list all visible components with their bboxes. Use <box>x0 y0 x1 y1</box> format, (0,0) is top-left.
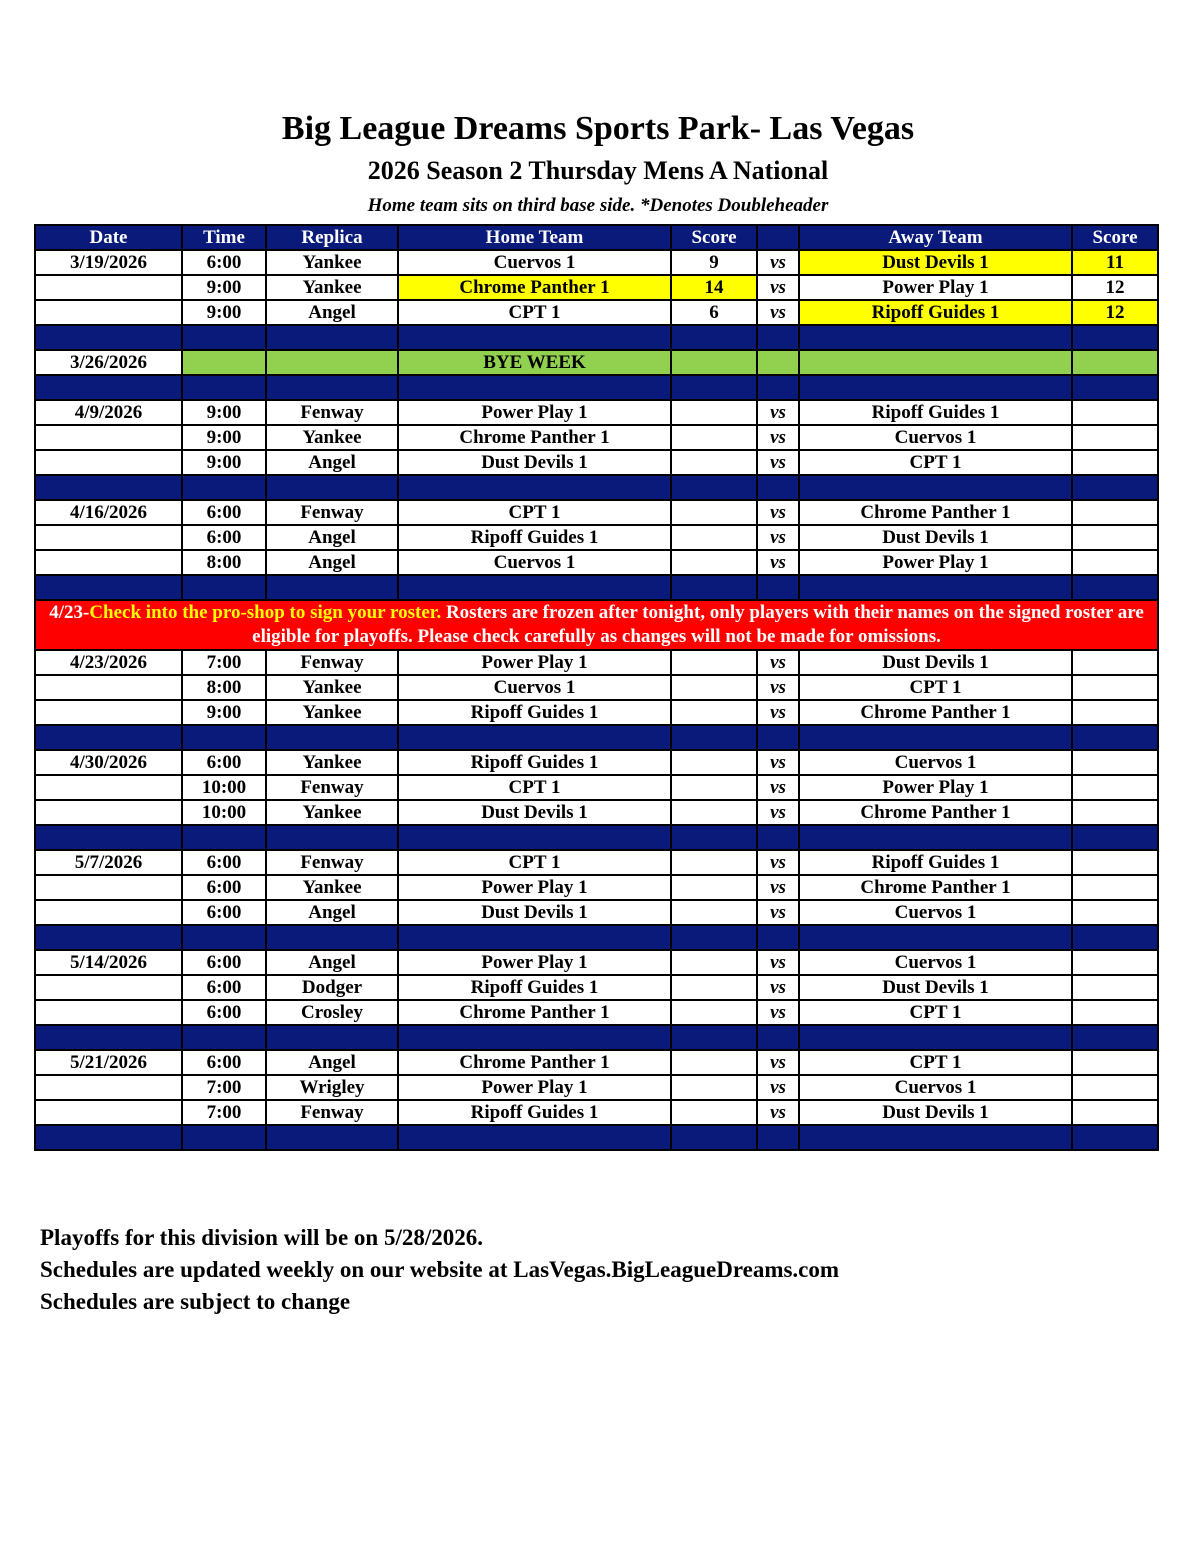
table-row <box>35 1100 1158 1125</box>
away-team: Dust Devils 1 <box>799 975 1072 1000</box>
vs-label: vs <box>757 500 799 525</box>
game-date: 3/19/2026 <box>35 250 182 275</box>
game-time: 6:00 <box>182 975 266 1000</box>
away-score <box>1072 1100 1158 1125</box>
notice-text: Rosters are frozen after tonight, only players with their names on the signed roster are eligible for playoffs. Please check carefully as changes will not be made for omissions. <box>252 602 1144 647</box>
game-time: 8:00 <box>182 550 266 575</box>
game-time: 6:00 <box>182 1000 266 1025</box>
home-score <box>671 850 757 875</box>
game-replica: Angel <box>266 1050 398 1075</box>
away-score <box>1072 450 1158 475</box>
notice-prefix: 4/23- <box>49 602 90 623</box>
home-score <box>671 1050 757 1075</box>
game-replica: Yankee <box>266 425 398 450</box>
game-replica: Yankee <box>266 875 398 900</box>
game-replica: Crosley <box>266 1000 398 1025</box>
away-team: CPT 1 <box>799 450 1072 475</box>
away-score <box>1072 425 1158 450</box>
away-team: Ripoff Guides 1 <box>799 850 1072 875</box>
game-replica: Angel <box>266 525 398 550</box>
table-row <box>35 1050 1158 1075</box>
table-row <box>35 875 1158 900</box>
col-away-score-header: Score <box>1072 225 1158 250</box>
home-team: Cuervos 1 <box>398 550 671 575</box>
home-team: Dust Devils 1 <box>398 900 671 925</box>
home-team: Power Play 1 <box>398 950 671 975</box>
table-row <box>35 275 1158 300</box>
away-team: Ripoff Guides 1 <box>799 400 1072 425</box>
home-team: Ripoff Guides 1 <box>398 1100 671 1125</box>
col-replica-header: Replica <box>266 225 398 250</box>
away-score <box>1072 675 1158 700</box>
week-separator <box>35 475 1158 500</box>
home-score <box>671 675 757 700</box>
vs-label: vs <box>757 250 799 275</box>
game-replica: Dodger <box>266 975 398 1000</box>
game-replica: Fenway <box>266 775 398 800</box>
game-date <box>35 450 182 475</box>
table-row <box>35 550 1158 575</box>
game-replica: Angel <box>266 900 398 925</box>
away-team: Power Play 1 <box>799 550 1072 575</box>
table-row <box>35 700 1158 725</box>
table-row <box>35 975 1158 1000</box>
away-team: CPT 1 <box>799 1000 1072 1025</box>
notice-highlight: Check into the pro-shop to sign your roster. <box>89 602 442 623</box>
home-team: Ripoff Guides 1 <box>398 700 671 725</box>
game-replica: Angel <box>266 450 398 475</box>
home-score: 14 <box>671 275 757 300</box>
vs-label: vs <box>757 1050 799 1075</box>
table-row <box>35 1000 1158 1025</box>
home-team: Ripoff Guides 1 <box>398 525 671 550</box>
vs-label: vs <box>757 875 799 900</box>
home-team: Ripoff Guides 1 <box>398 750 671 775</box>
away-score <box>1072 400 1158 425</box>
table-row <box>35 950 1158 975</box>
game-time: 10:00 <box>182 775 266 800</box>
game-replica: Wrigley <box>266 1075 398 1100</box>
home-team: Power Play 1 <box>398 400 671 425</box>
roster-notice-row <box>35 600 1158 650</box>
vs-label: vs <box>757 550 799 575</box>
home-score <box>671 775 757 800</box>
away-score <box>1072 775 1158 800</box>
game-date <box>35 1000 182 1025</box>
week-separator <box>35 1025 1158 1050</box>
table-row <box>35 900 1158 925</box>
game-date <box>35 975 182 1000</box>
week-separator <box>35 825 1158 850</box>
home-score <box>671 400 757 425</box>
game-date <box>35 675 182 700</box>
vs-label: vs <box>757 1100 799 1125</box>
home-score <box>671 875 757 900</box>
vs-label: vs <box>757 700 799 725</box>
game-time: 6:00 <box>182 525 266 550</box>
table-row <box>35 675 1158 700</box>
home-score <box>671 750 757 775</box>
website-note: Schedules are updated weekly on our website at LasVegas.BigLeagueDreams.com <box>40 1257 840 1282</box>
home-team: Ripoff Guides 1 <box>398 975 671 1000</box>
game-date <box>35 800 182 825</box>
home-score <box>671 1075 757 1100</box>
home-score <box>671 950 757 975</box>
game-date <box>35 275 182 300</box>
game-replica: Fenway <box>266 1100 398 1125</box>
game-date <box>35 1075 182 1100</box>
game-date <box>35 775 182 800</box>
home-score: 9 <box>671 250 757 275</box>
col-vs-header <box>757 225 799 250</box>
game-date <box>35 700 182 725</box>
away-team: Dust Devils 1 <box>799 650 1072 675</box>
vs-label: vs <box>757 525 799 550</box>
week-separator <box>35 325 1158 350</box>
away-team: Dust Devils 1 <box>799 250 1072 275</box>
game-time: 7:00 <box>182 1100 266 1125</box>
game-time: 9:00 <box>182 450 266 475</box>
home-team: Power Play 1 <box>398 1075 671 1100</box>
away-score <box>1072 525 1158 550</box>
table-row <box>35 425 1158 450</box>
game-replica: Yankee <box>266 250 398 275</box>
away-score <box>1072 500 1158 525</box>
game-time: 7:00 <box>182 650 266 675</box>
page-subtitle: 2026 Season 2 Thursday Mens A National <box>367 156 829 185</box>
game-date <box>35 875 182 900</box>
game-date <box>35 525 182 550</box>
vs-label: vs <box>757 1000 799 1025</box>
game-date: 5/7/2026 <box>35 850 182 875</box>
game-replica: Yankee <box>266 700 398 725</box>
home-score: 6 <box>671 300 757 325</box>
away-score <box>1072 550 1158 575</box>
col-home-team-header: Home Team <box>398 225 671 250</box>
away-score <box>1072 975 1158 1000</box>
away-team: Cuervos 1 <box>799 1075 1072 1100</box>
home-team: CPT 1 <box>398 300 671 325</box>
away-score: 11 <box>1072 250 1158 275</box>
page-title: Big League Dreams Sports Park- Las Vegas <box>281 110 915 147</box>
game-time: 6:00 <box>182 875 266 900</box>
week-separator <box>35 575 1158 600</box>
home-team: Dust Devils 1 <box>398 800 671 825</box>
game-time: 8:00 <box>182 675 266 700</box>
game-replica: Yankee <box>266 275 398 300</box>
table-row <box>35 775 1158 800</box>
away-score <box>1072 900 1158 925</box>
table-row <box>35 400 1158 425</box>
game-replica: Angel <box>266 950 398 975</box>
game-date: 5/21/2026 <box>35 1050 182 1075</box>
game-time: 10:00 <box>182 800 266 825</box>
game-date: 3/26/2026 <box>35 350 182 375</box>
table-row <box>35 650 1158 675</box>
vs-label: vs <box>757 450 799 475</box>
game-time: 6:00 <box>182 250 266 275</box>
table-row <box>35 500 1158 525</box>
game-date: 4/30/2026 <box>35 750 182 775</box>
table-row <box>35 1075 1158 1100</box>
game-time: 9:00 <box>182 425 266 450</box>
game-time: 6:00 <box>182 900 266 925</box>
game-replica: Yankee <box>266 800 398 825</box>
vs-label: vs <box>757 900 799 925</box>
away-score <box>1072 750 1158 775</box>
home-team: Dust Devils 1 <box>398 450 671 475</box>
game-date <box>35 425 182 450</box>
home-team: CPT 1 <box>398 775 671 800</box>
home-team: CPT 1 <box>398 500 671 525</box>
home-score <box>671 1000 757 1025</box>
vs-label: vs <box>757 1075 799 1100</box>
away-score <box>1072 1050 1158 1075</box>
away-score <box>1072 650 1158 675</box>
header-row <box>35 225 1158 250</box>
game-time: 6:00 <box>182 500 266 525</box>
away-score <box>1072 800 1158 825</box>
week-separator <box>35 925 1158 950</box>
away-team: Cuervos 1 <box>799 425 1072 450</box>
game-time: 9:00 <box>182 400 266 425</box>
vs-label: vs <box>757 775 799 800</box>
vs-label: vs <box>757 800 799 825</box>
game-date <box>35 300 182 325</box>
table-row <box>35 800 1158 825</box>
game-date: 5/14/2026 <box>35 950 182 975</box>
home-team: Chrome Panther 1 <box>398 425 671 450</box>
away-score: 12 <box>1072 275 1158 300</box>
game-replica: Angel <box>266 300 398 325</box>
away-team: Chrome Panther 1 <box>799 700 1072 725</box>
game-replica: Fenway <box>266 650 398 675</box>
table-row <box>35 525 1158 550</box>
away-score <box>1072 950 1158 975</box>
away-team: Power Play 1 <box>799 275 1072 300</box>
col-away-team-header: Away Team <box>799 225 1072 250</box>
game-time: 9:00 <box>182 300 266 325</box>
vs-label: vs <box>757 950 799 975</box>
vs-label: vs <box>757 750 799 775</box>
game-date <box>35 900 182 925</box>
home-team: CPT 1 <box>398 850 671 875</box>
week-separator <box>35 725 1158 750</box>
home-score <box>671 800 757 825</box>
home-score <box>671 525 757 550</box>
home-score <box>671 1100 757 1125</box>
away-team: Chrome Panther 1 <box>799 500 1072 525</box>
game-date: 4/9/2026 <box>35 400 182 425</box>
game-time: 6:00 <box>182 850 266 875</box>
home-score <box>671 900 757 925</box>
game-replica: Fenway <box>266 500 398 525</box>
home-score <box>671 700 757 725</box>
home-team: Chrome Panther 1 <box>398 1000 671 1025</box>
away-team: Chrome Panther 1 <box>799 800 1072 825</box>
away-score <box>1072 875 1158 900</box>
away-team: CPT 1 <box>799 675 1072 700</box>
table-row <box>35 450 1158 475</box>
home-team: Chrome Panther 1 <box>398 1050 671 1075</box>
vs-label: vs <box>757 275 799 300</box>
away-team: Cuervos 1 <box>799 750 1072 775</box>
home-score <box>671 425 757 450</box>
game-replica: Fenway <box>266 400 398 425</box>
home-team: Cuervos 1 <box>398 250 671 275</box>
game-time: 9:00 <box>182 275 266 300</box>
away-score: 12 <box>1072 300 1158 325</box>
game-replica: Yankee <box>266 750 398 775</box>
table-row <box>35 750 1158 775</box>
game-date: 4/16/2026 <box>35 500 182 525</box>
home-team-note: Home team sits on third base side. *Denotes Doubleheader <box>367 195 829 216</box>
playoffs-note: Playoffs for this division will be on 5/28/2026. <box>40 1225 484 1250</box>
bye-week-row <box>35 350 1158 375</box>
table-row <box>35 250 1158 275</box>
away-score <box>1072 850 1158 875</box>
home-score <box>671 975 757 1000</box>
change-note: Schedules are subject to change <box>40 1289 351 1314</box>
home-team: Power Play 1 <box>398 650 671 675</box>
game-replica: Angel <box>266 550 398 575</box>
vs-label: vs <box>757 425 799 450</box>
away-score <box>1072 700 1158 725</box>
home-score <box>671 450 757 475</box>
home-score <box>671 550 757 575</box>
vs-label: vs <box>757 650 799 675</box>
home-score <box>671 650 757 675</box>
away-team: Dust Devils 1 <box>799 1100 1072 1125</box>
game-replica: Yankee <box>266 675 398 700</box>
col-home-score-header: Score <box>671 225 757 250</box>
vs-label: vs <box>757 400 799 425</box>
col-time-header: Time <box>182 225 266 250</box>
week-separator <box>35 375 1158 400</box>
vs-label: vs <box>757 300 799 325</box>
game-time: 6:00 <box>182 750 266 775</box>
away-team: Chrome Panther 1 <box>799 875 1072 900</box>
table-row <box>35 300 1158 325</box>
away-team: Cuervos 1 <box>799 950 1072 975</box>
game-time: 6:00 <box>182 950 266 975</box>
home-team: Cuervos 1 <box>398 675 671 700</box>
game-time: 9:00 <box>182 700 266 725</box>
away-team: Power Play 1 <box>799 775 1072 800</box>
col-date-header: Date <box>35 225 182 250</box>
away-team: Dust Devils 1 <box>799 525 1072 550</box>
vs-label: vs <box>757 850 799 875</box>
week-separator <box>35 1125 1158 1150</box>
game-time: 6:00 <box>182 1050 266 1075</box>
game-date <box>35 550 182 575</box>
away-team: Ripoff Guides 1 <box>799 300 1072 325</box>
roster-notice <box>35 600 1158 650</box>
game-replica: Fenway <box>266 850 398 875</box>
bye-week-label: BYE WEEK <box>398 350 671 375</box>
vs-label: vs <box>757 975 799 1000</box>
game-date: 4/23/2026 <box>35 650 182 675</box>
home-team: Chrome Panther 1 <box>398 275 671 300</box>
home-team: Power Play 1 <box>398 875 671 900</box>
vs-label: vs <box>757 675 799 700</box>
game-time: 7:00 <box>182 1075 266 1100</box>
table-row <box>35 850 1158 875</box>
home-score <box>671 500 757 525</box>
away-team: CPT 1 <box>799 1050 1072 1075</box>
schedule-table <box>34 224 1159 1151</box>
game-date <box>35 1100 182 1125</box>
footer-notes <box>40 1222 839 1318</box>
away-team: Cuervos 1 <box>799 900 1072 925</box>
away-score <box>1072 1000 1158 1025</box>
away-score <box>1072 1075 1158 1100</box>
